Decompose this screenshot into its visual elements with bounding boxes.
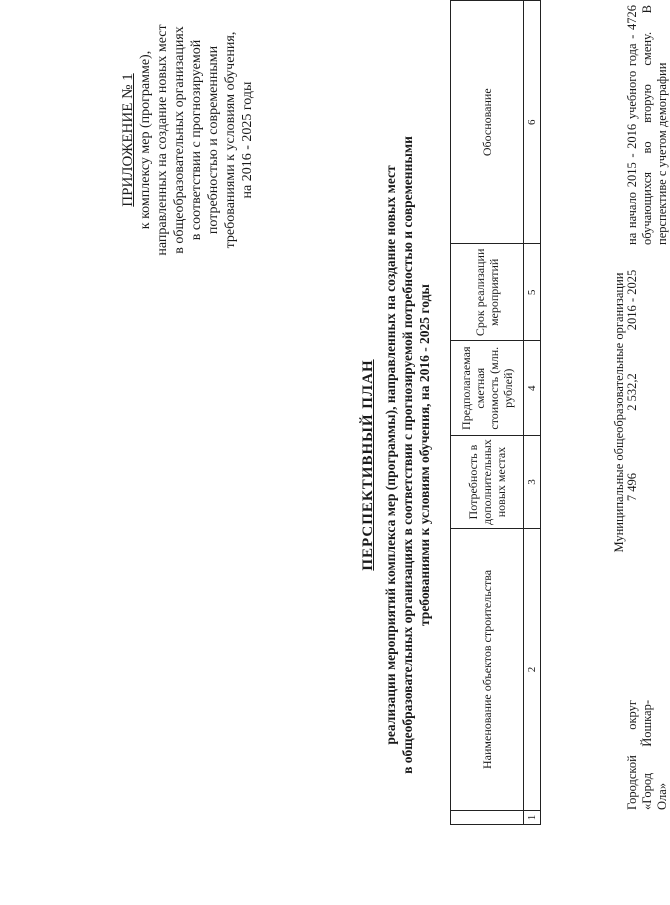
appendix-line: в соответствии с прогнозируемой xyxy=(189,39,204,241)
appendix-line: к комплексу мер (программе), xyxy=(138,50,153,230)
column-number: 6 xyxy=(524,1,541,244)
header-cell: Срок реализации мероприятий xyxy=(451,244,524,341)
need-places: 7 496 xyxy=(625,472,639,502)
header-cell: Наименование объектов строительства xyxy=(451,528,524,810)
estimated-cost: 2 532,2 xyxy=(625,373,639,411)
column-number: 1 xyxy=(524,811,541,825)
column-number-row xyxy=(524,1,541,825)
appendix-line: требованиями к условиям обучения, xyxy=(223,31,238,249)
appendix-title: ПРИЛОЖЕНИЕ № 1 xyxy=(120,73,136,207)
group-label: Муниципальные общеобразовательные организации xyxy=(612,272,626,553)
justification-text: на начало 2015 - 2016 учебного года - 4726 обучающихся во вторую смену. В перспективе с учетом демографии xyxy=(625,5,669,245)
plan-subtitle-line: в общеобразовательных организациях в соответствии с прогнозируемой потребностью и современными xyxy=(400,136,415,774)
column-number: 2 xyxy=(524,528,541,810)
appendix-line: направленных на создание новых мест xyxy=(155,24,170,256)
column-number: 4 xyxy=(524,341,541,436)
object-name: Городской округ «Город Йошкар-Ола» xyxy=(625,700,669,810)
plan-subtitle xyxy=(382,95,433,815)
column-number: 3 xyxy=(524,436,541,529)
table-header-row xyxy=(451,1,524,825)
header-cell xyxy=(451,811,524,825)
appendix-block xyxy=(120,0,256,290)
appendix-line: в общеобразовательных организациях xyxy=(172,26,187,254)
header-cell: Потребность в дополнительных новых местах xyxy=(451,436,524,529)
column-number: 5 xyxy=(524,244,541,341)
plan-subtitle-line: реализации мероприятий комплекса мер (программы), направленных на создание новых мест xyxy=(383,165,398,745)
plan-subtitle-line: требованиями к условиям обучения, на 2016 - 2025 годы xyxy=(417,284,432,626)
plan-title: ПЕРСПЕКТИВНЫЙ ПЛАН xyxy=(360,359,376,571)
implementation-term: 2016 - 2025 xyxy=(625,269,639,331)
header-cell: Предполагаемая сметная стоимость (млн. рублей) xyxy=(451,341,524,436)
plan-table xyxy=(450,0,541,825)
header-cell: Обоснование xyxy=(451,1,524,244)
appendix-line: потребностью и современными xyxy=(206,45,221,235)
appendix-line: на 2016 - 2025 годы xyxy=(240,81,255,199)
